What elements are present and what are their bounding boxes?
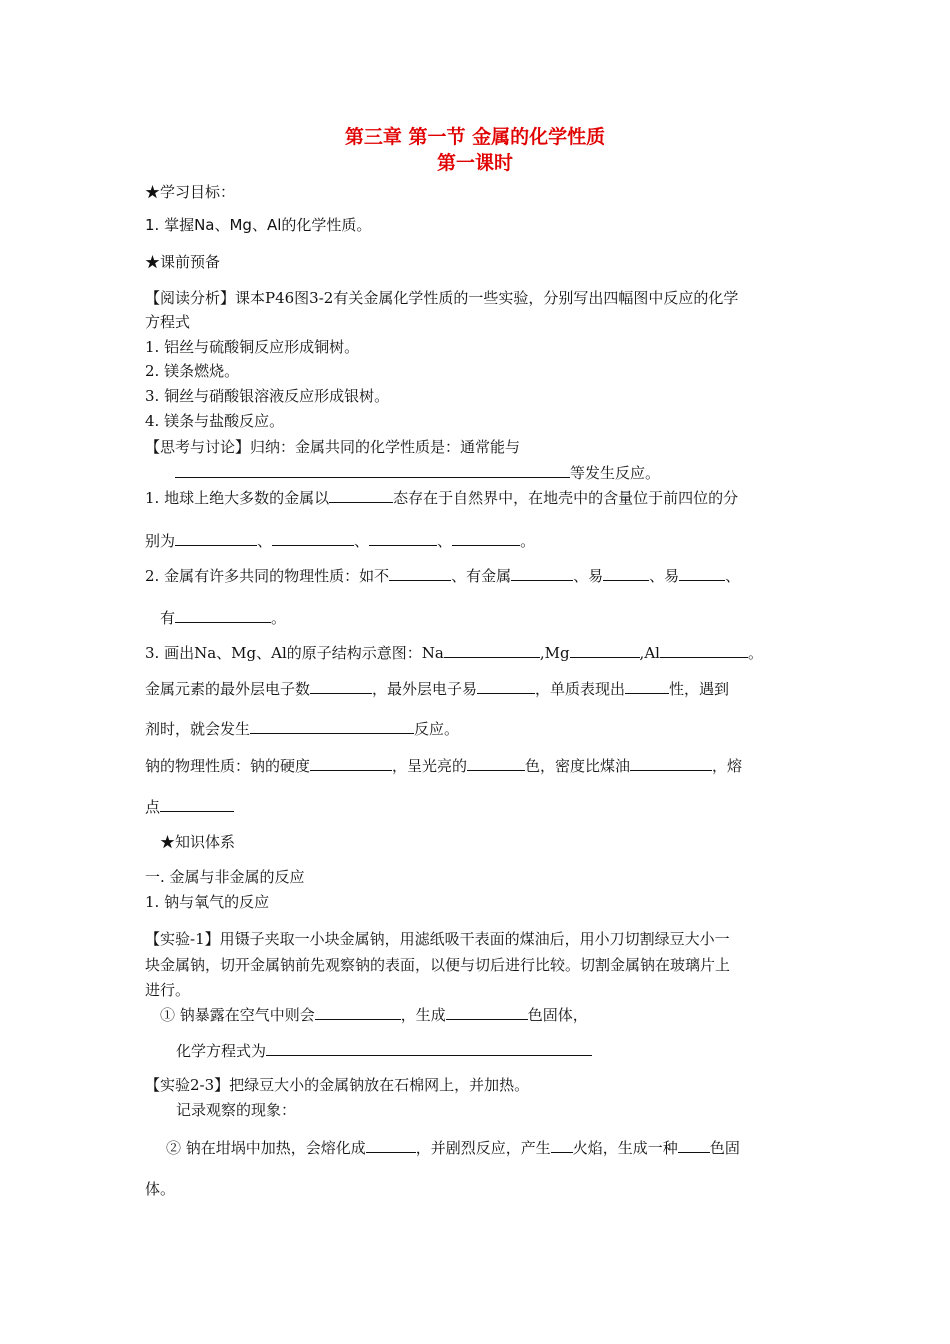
question-4-line2: 剂时，就会发生 反应。 bbox=[145, 720, 460, 738]
prep-item: 4. 镁条与盐酸反应。 bbox=[145, 412, 285, 430]
answer-blank[interactable] bbox=[310, 678, 372, 694]
answer-blank[interactable] bbox=[272, 530, 354, 546]
answer-blank[interactable] bbox=[446, 1004, 528, 1020]
reading-analysis-cont: 方程式 bbox=[145, 313, 191, 331]
record-prompt: 记录观察的现象： bbox=[176, 1101, 297, 1119]
lesson-title: 第一课时 bbox=[436, 152, 513, 174]
answer-blank[interactable] bbox=[329, 487, 393, 503]
answer-blank[interactable] bbox=[266, 1040, 592, 1056]
answer-blank[interactable] bbox=[570, 642, 640, 658]
answer-blank[interactable] bbox=[369, 530, 437, 546]
question-1-line2: 别为 、 、 、 。 bbox=[145, 532, 536, 550]
answer-blank[interactable] bbox=[366, 1137, 416, 1153]
question-5-line1: 钠的物理性质：钠的硬度 ，呈光亮的 色，密度比煤油 ，熔 bbox=[145, 757, 743, 775]
question-4-line1: 金属元素的最外层电子数 ，最外层电子易 ，单质表现出 性，遇到 bbox=[145, 680, 730, 698]
prep-heading: ★课前预备 bbox=[145, 253, 221, 271]
question-2-line2: 有 。 bbox=[160, 609, 287, 627]
answer-blank[interactable] bbox=[467, 755, 525, 771]
answer-blank[interactable] bbox=[175, 462, 570, 478]
question-5-line2: 点 bbox=[145, 796, 234, 817]
answer-blank[interactable] bbox=[660, 642, 748, 658]
question-2-line1: 2. 金属有许多共同的物理性质：如不 、有金属 、易 、易 、 bbox=[145, 567, 741, 585]
experiment-1-text: 【实验-1】用镊子夹取一小块金属钠，用滤纸吸干表面的煤油后，用小刀切割绿豆大小一 bbox=[145, 930, 730, 948]
answer-blank[interactable] bbox=[551, 1137, 573, 1153]
answer-blank[interactable] bbox=[679, 565, 725, 581]
answer-blank[interactable] bbox=[250, 718, 414, 734]
answer-blank[interactable] bbox=[175, 530, 257, 546]
answer-blank[interactable] bbox=[678, 1137, 710, 1153]
observation-2: ② 钠在坩埚中加热，会熔化成 ，并剧烈反应，产生 火焰，生成一种 色固 bbox=[166, 1139, 740, 1157]
prep-item: 3. 铜丝与硝酸银溶液反应形成银树。 bbox=[145, 387, 390, 405]
answer-blank[interactable] bbox=[444, 642, 540, 658]
answer-blank[interactable] bbox=[389, 565, 451, 581]
discussion-answer-line bbox=[175, 462, 660, 483]
answer-blank[interactable] bbox=[452, 530, 520, 546]
chapter-title: 第三章 第一节 金属的化学性质 bbox=[344, 126, 606, 148]
prep-item: 2. 镁条燃烧。 bbox=[145, 362, 240, 380]
equation-line: 化学方程式为 bbox=[176, 1040, 592, 1061]
answer-blank[interactable] bbox=[630, 755, 712, 771]
experiment-2-text: 【实验2-3】把绿豆大小的金属钠放在石棉网上，并加热。 bbox=[145, 1076, 530, 1094]
goal-item: 1. 掌握Na、Mg、Al的化学性质。 bbox=[145, 216, 372, 234]
goals-heading: ★学习目标： bbox=[145, 183, 236, 201]
section-title: 一. 金属与非金属的反应 bbox=[145, 868, 305, 886]
observation-2-end: 体。 bbox=[145, 1180, 176, 1198]
subsection-title: 1. 钠与氧气的反应 bbox=[145, 893, 270, 911]
answer-blank[interactable] bbox=[511, 565, 573, 581]
question-1-line1: 1. 地球上绝大多数的金属以 态存在于自然界中，在地壳中的含量位于前四位的分 bbox=[145, 489, 739, 507]
answer-blank[interactable] bbox=[315, 1004, 401, 1020]
discussion-end-text: 等发生反应。 bbox=[570, 464, 661, 482]
experiment-1-text: 块金属钠，切开金属钠前先观察钠的表面，以便与切后进行比较。切割金属钠在玻璃片上 bbox=[145, 956, 731, 974]
answer-blank[interactable] bbox=[603, 565, 649, 581]
answer-blank[interactable] bbox=[160, 796, 234, 812]
answer-blank[interactable] bbox=[477, 678, 535, 694]
answer-blank[interactable] bbox=[175, 607, 271, 623]
question-3: 3. 画出Na、Mg、Al的原子结构示意图：Na ,Mg ,Al 。 bbox=[145, 644, 763, 662]
prep-item: 1. 铝丝与硫酸铜反应形成铜树。 bbox=[145, 338, 360, 356]
knowledge-heading: ★知识体系 bbox=[160, 833, 236, 851]
observation-1: ① 钠暴露在空气中则会 ，生成 色固体， bbox=[160, 1006, 588, 1024]
reading-analysis: 【阅读分析】课本P46图3-2有关金属化学性质的一些实验，分别写出四幅图中反应的化学 bbox=[145, 289, 739, 307]
discussion-prompt: 【思考与讨论】归纳：金属共同的化学性质是：通常能与 bbox=[145, 438, 521, 456]
answer-blank[interactable] bbox=[310, 755, 392, 771]
answer-blank[interactable] bbox=[625, 678, 669, 694]
experiment-1-text: 进行。 bbox=[145, 981, 191, 999]
